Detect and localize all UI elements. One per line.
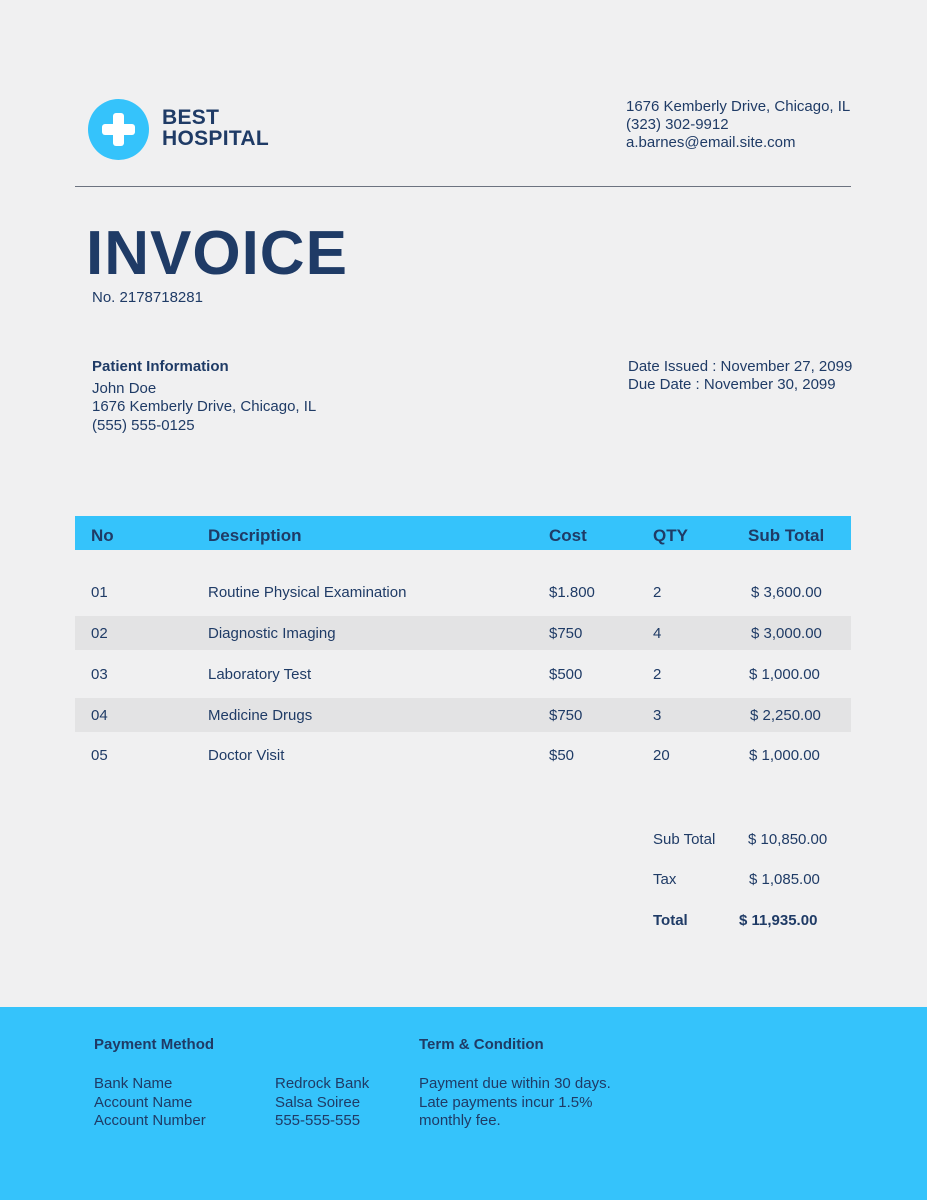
invoice-dates [628, 358, 852, 394]
summary-total-label: Total [653, 912, 688, 929]
hospital-name-line1: BEST [162, 106, 220, 129]
hospital-logo-cross-icon [88, 99, 149, 160]
header-description: Description [208, 526, 302, 545]
row-description: Medicine Drugs [208, 707, 313, 724]
row-subtotal: $ 3,000.00 [751, 625, 822, 642]
row-description: Diagnostic Imaging [208, 625, 336, 642]
terms-line: Payment due within 30 days. [419, 1075, 611, 1092]
hospital-email: a.barnes@email.site.com [626, 134, 796, 151]
account-number-label: Account Number [94, 1112, 206, 1129]
row-cost: $750 [549, 625, 583, 642]
payment-method-heading: Payment Method [94, 1036, 215, 1053]
row-cost: $750 [549, 707, 583, 724]
summary-total-value: $ 11,935.00 [739, 912, 818, 929]
terms-line: monthly fee. [419, 1112, 501, 1129]
bank-name: Redrock Bank [275, 1075, 370, 1092]
header-divider [75, 186, 851, 187]
terms-line: Late payments incur 1.5% [419, 1093, 593, 1111]
table-header [75, 516, 851, 550]
invoice-number: No. 2178718281 [92, 289, 203, 306]
payment-values [275, 1075, 369, 1131]
payment-labels [94, 1075, 206, 1131]
patient-name: John Doe [92, 379, 157, 397]
row-no: 01 [91, 584, 108, 601]
footer [0, 1007, 927, 1200]
account-number: 555-555-555 [275, 1112, 361, 1129]
invoice-title: INVOICE [86, 219, 348, 288]
row-subtotal: $ 1,000.00 [749, 666, 820, 683]
header-qty: QTY [653, 526, 688, 545]
row-subtotal: $ 1,000.00 [749, 747, 820, 764]
header-subtotal: Sub Total [748, 526, 825, 545]
due-date: Due Date : November 30, 2099 [628, 376, 836, 393]
row-no: 05 [91, 747, 108, 764]
summary-subtotal-label: Sub Total [653, 831, 716, 848]
row-description: Laboratory Test [208, 666, 312, 683]
terms-text [419, 1075, 611, 1131]
table-row [75, 738, 851, 772]
hospital-contact [626, 98, 850, 152]
patient-phone: (555) 555-0125 [92, 416, 195, 434]
hospital-name [162, 107, 269, 149]
row-subtotal: $ 2,250.00 [750, 707, 821, 724]
row-subtotal: $ 3,600.00 [751, 584, 822, 601]
header-cost: Cost [549, 526, 587, 545]
table-row [75, 616, 851, 650]
row-description: Doctor Visit [208, 747, 285, 764]
row-cost: $500 [549, 666, 583, 683]
hospital-name-line2: HOSPITAL [162, 127, 270, 150]
row-description: Routine Physical Examination [208, 584, 407, 601]
table-row [75, 698, 851, 732]
row-no: 04 [91, 707, 108, 724]
patient-information [92, 358, 316, 435]
row-cost: $1.800 [549, 584, 595, 601]
bank-name-label: Bank Name [94, 1075, 173, 1092]
row-no: 02 [91, 625, 108, 642]
date-issued: Date Issued : November 27, 2099 [628, 358, 853, 375]
row-qty: 4 [653, 625, 662, 642]
hospital-address: 1676 Kemberly Drive, Chicago, IL [626, 98, 851, 115]
row-qty: 3 [653, 707, 662, 724]
row-qty: 2 [653, 584, 662, 601]
summary-tax-label: Tax [653, 871, 677, 888]
patient-address: 1676 Kemberly Drive, Chicago, IL [92, 398, 317, 415]
account-name-label: Account Name [94, 1093, 193, 1111]
hospital-phone: (323) 302-9912 [626, 116, 729, 133]
summary-tax-value: $ 1,085.00 [749, 871, 820, 888]
patient-information-heading: Patient Information [92, 358, 229, 375]
header-no: No [91, 526, 114, 545]
summary-subtotal-value: $ 10,850.00 [748, 831, 828, 848]
row-qty: 2 [653, 666, 662, 683]
terms-heading: Term & Condition [419, 1036, 544, 1053]
account-name: Salsa Soiree [275, 1093, 361, 1111]
table-row [75, 657, 851, 691]
row-cost: $50 [549, 747, 575, 764]
table-row [75, 575, 851, 609]
row-qty: 20 [653, 747, 670, 764]
row-no: 03 [91, 666, 108, 683]
